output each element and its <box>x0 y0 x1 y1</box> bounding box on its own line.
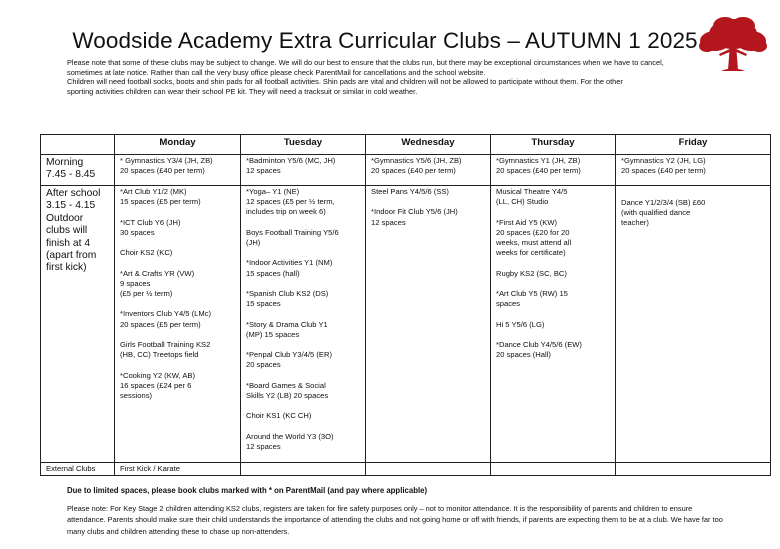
club-cell <box>616 463 771 476</box>
intro-paragraph: Children will need football socks, boots and shin pads for all football activities. Shin pads are vital and children will not be allowed to participate without them. For the other <box>67 77 623 87</box>
club-entry: *Indoor Activities Y1 (NM) 15 spaces (hall) <box>246 258 333 278</box>
club-cell <box>115 186 241 463</box>
day-header: Wednesday <box>366 135 491 155</box>
club-entry: Boys Football Training Y5/6 (JH) <box>246 227 339 247</box>
intro-text <box>67 58 695 96</box>
club-cell <box>366 186 491 463</box>
club-cell: *Badminton Y5/6 (MC, JH) 12 spaces <box>241 155 366 186</box>
club-cell <box>491 463 616 476</box>
intro-paragraph: Please note that some of these clubs may be subject to change. We will do our best to ensure that the clubs run, but there may be exceptional circumstances when we have to cancel, sometimes at late notice. Rather than call the very busy office please check ParentMail for cancellations and the school website. <box>67 58 664 77</box>
header-row <box>41 135 771 155</box>
club-cell <box>241 463 366 476</box>
club-cell <box>491 186 616 463</box>
afterschool-row <box>41 186 771 463</box>
club-entry: *Board Games & Social Skills Y2 (LB) 20 spaces <box>246 380 329 400</box>
club-entry: *Art Club Y1/2 (MK) 15 spaces (£5 per term) <box>120 187 201 207</box>
club-cell <box>366 463 491 476</box>
day-header: Thursday <box>491 135 616 155</box>
club-cell <box>241 186 366 463</box>
club-cell: *Gymnastics Y1 (JH, ZB) 20 spaces (£40 per term) <box>491 155 616 186</box>
club-cell: *Gymnastics Y2 (JH, LG) 20 spaces (£40 per term) <box>616 155 771 186</box>
club-entry: *First Aid Y5 (KW) 20 spaces (£20 for 20 weeks, must attend all weeks for certificate) <box>496 217 572 258</box>
attendance-note: Please note: For Key Stage 2 children attending KS2 clubs, registers are taken for fire safety purposes only – not to monitor attendance. It is the responsibility of parents and children to ensure attendance. Parents should make sure their child understands the importance of attending the clubs and not going home or off with friends, if parents are expecting them to be at a club. We have far too many clubs and children attending these to chase up non-attenders. <box>67 504 723 536</box>
intro-paragraph: sporting activities children can wear their school PE kit. They will need a tracksuit or similar in cold weather. <box>67 86 418 96</box>
club-entry: *Art & Crafts YR (VW) 9 spaces (£5 per ½ term) <box>120 268 195 298</box>
row-label-afterschool: After school 3.15 - 4.15 Outdoor clubs will finish at 4 (apart from first kick) <box>41 186 115 463</box>
row-label-external: External Clubs <box>41 463 115 476</box>
club-entry: *Art Club Y5 (RW) 15 spaces <box>496 288 568 309</box>
club-entry: *Dance Club Y4/5/6 (EW) 20 spaces (Hall) <box>496 339 582 360</box>
club-cell: * Gymnastics Y3/4 (JH, ZB) 20 spaces (£40 per term) <box>115 155 241 186</box>
club-entry: Girls Football Training KS2 (HB, CC) Treetops field <box>120 339 211 360</box>
tree-logo-icon <box>697 14 769 74</box>
page-title: Woodside Academy Extra Curricular Clubs – AUTUMN 1 2025 <box>72 28 698 53</box>
external-row <box>41 463 771 476</box>
club-entry: *Inventors Club Y4/5 (LMc) 20 spaces (£5 per term) <box>120 309 212 329</box>
club-entry: *Yoga– Y1 (NE) 12 spaces (£5 per ½ term, includes trip on week 6) <box>246 187 335 217</box>
clubs-timetable <box>40 134 771 476</box>
club-entry: Steel Pans Y4/5/6 (SS) <box>371 187 449 196</box>
club-entry: Hi 5 Y5/6 (LG) <box>496 319 545 329</box>
club-entry: Musical Theatre Y4/5 (LL, CH) Studio <box>496 187 568 207</box>
club-entry: *Penpal Club Y3/4/5 (ER) 20 spaces <box>246 350 332 370</box>
club-entry: *Indoor Fit Club Y5/6 (JH) 12 spaces <box>371 207 458 227</box>
club-entry: *Cooking Y2 (KW, AB) 16 spaces (£24 per 6 sessions) <box>120 370 195 400</box>
day-header: Friday <box>616 135 771 155</box>
morning-row <box>41 155 771 186</box>
club-entry: *Spanish Club KS2 (DS) 15 spaces <box>246 288 329 309</box>
club-entry: *ICT Club Y6 (JH) 30 spaces <box>120 217 181 237</box>
club-cell <box>616 186 771 463</box>
club-cell: *Gymnastics Y5/6 (JH, ZB) 20 spaces (£40 per term) <box>366 155 491 186</box>
club-entry: Rugby KS2 (SC, BC) <box>496 268 567 278</box>
day-header: Tuesday <box>241 135 366 155</box>
club-entry: Around the World Y3 (3O) 12 spaces <box>246 431 334 451</box>
club-entry: Dance Y1/2/3/4 (SB) £60 (with qualified dance teacher) <box>621 198 706 228</box>
club-cell: First Kick / Karate <box>115 463 241 476</box>
club-entry: *Story & Drama Club Y1 (MP) 15 spaces <box>246 319 328 339</box>
corner-cell <box>41 135 115 155</box>
row-label-morning: Morning 7.45 - 8.45 <box>41 155 115 186</box>
club-entry: Choir KS2 (KC) <box>120 248 173 258</box>
club-entry: Choir KS1 (KC CH) <box>246 411 312 421</box>
day-header: Monday <box>115 135 241 155</box>
booking-notice: Due to limited spaces, please book clubs marked with * on ParentMail (and pay where applicable) <box>67 486 428 495</box>
